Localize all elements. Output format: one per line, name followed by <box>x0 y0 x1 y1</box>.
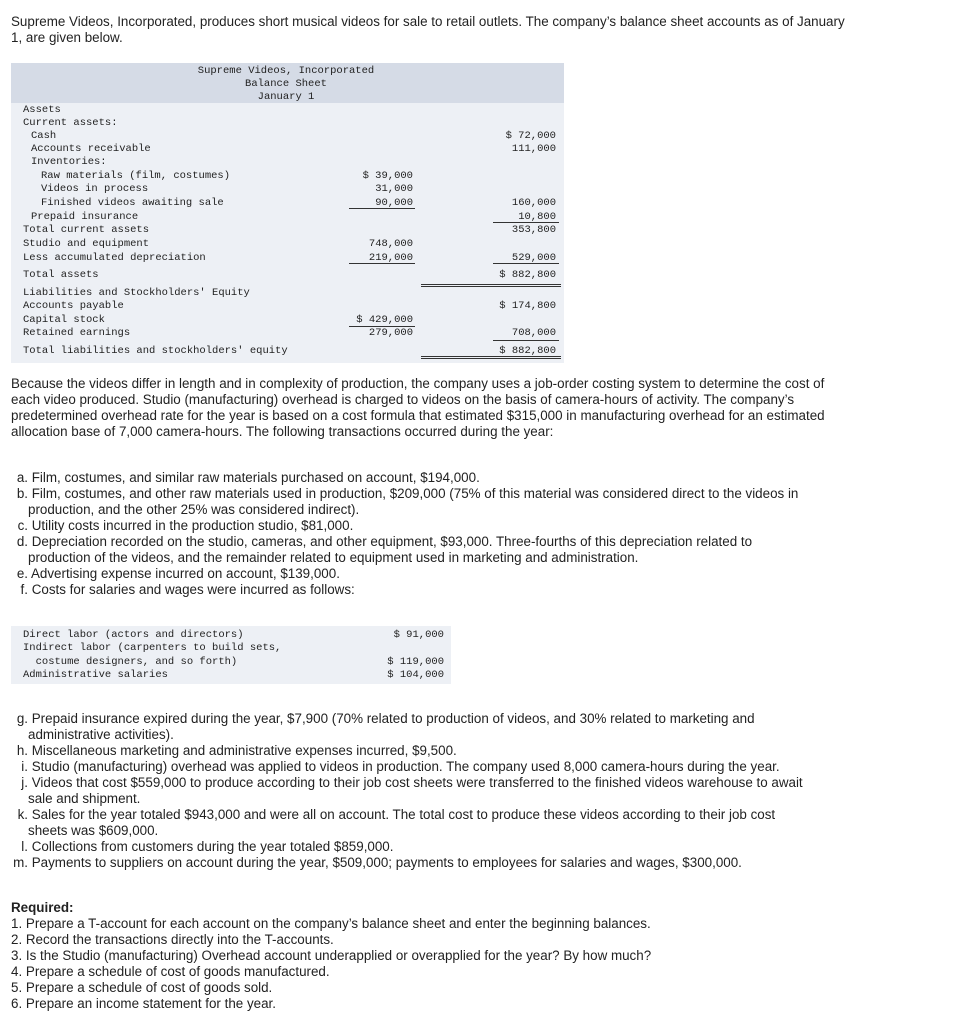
transaction-item <box>11 775 846 807</box>
balance-sheet-row <box>11 211 564 224</box>
transaction-item <box>11 566 846 582</box>
row-label: Accounts receivable <box>31 143 151 155</box>
transaction-text: Studio (manufacturing) overhead was applied to videos in production. The company used 8,000 camera-hours during the year. <box>31 759 780 774</box>
balance-sheet-row <box>11 183 564 196</box>
row-amount: $ 882,800 <box>499 345 556 357</box>
row-label: Videos in process <box>41 183 149 195</box>
transaction-text: production of the videos, and the remainder related to equipment used in marketing and administration. <box>28 550 639 565</box>
row-label: Studio and equipment <box>23 238 150 250</box>
row-amount: 708,000 <box>511 327 556 339</box>
underline <box>349 263 415 264</box>
row-amount: 90,000 <box>375 197 413 209</box>
transaction-letter: e. <box>16 566 28 581</box>
intro-paragraph: Supreme Videos, Incorporated, produces short musical videos for sale to retail outlets. The company’s balance sheet accounts as of January 1, are given below. <box>11 14 845 45</box>
row-amount: $ 174,800 <box>499 300 556 312</box>
double-underline <box>421 284 561 287</box>
row-label: Capital stock <box>23 314 105 326</box>
balance-sheet-row <box>11 287 564 300</box>
required-title: Required: <box>11 900 74 915</box>
labor-label: Direct labor (actors and directors) <box>23 629 244 641</box>
row-label: Current assets: <box>23 117 118 129</box>
transaction-text: Depreciation recorded on the studio, cameras, and other equipment, $93,000. Three-fourths of this depreciation related to <box>31 534 753 549</box>
row-amount: $ 429,000 <box>356 314 413 326</box>
transaction-text: Prepaid insurance expired during the year, $7,900 (70% related to production of videos, and 30% related to marketing and <box>31 711 755 726</box>
row-label: Total current assets <box>23 224 150 236</box>
transaction-letter: i. <box>21 759 28 774</box>
required-item: 2. Record the transactions directly into the T-accounts. <box>11 932 334 947</box>
transaction-item <box>11 486 846 518</box>
row-amount: 748,000 <box>368 238 413 250</box>
transaction-text: sheets was $609,000. <box>28 823 159 838</box>
transaction-item <box>11 759 846 775</box>
row-label: Inventories: <box>31 156 107 168</box>
row-label: Less accumulated depreciation <box>23 252 206 264</box>
description-paragraph: Because the videos differ in length and in complexity of production, the company uses a job-order costing system to determine the cost of each video produced. Studio (manufacturing) overhead is charged to videos on the basis of camera-hours of activity. The company’s predetermined overhead rate for the year is based on a cost formula that estimated $315,000 in manufacturing overhead for an estimated allocation base of 7,000 camera-hours. The following transactions occurred during the year: <box>11 376 825 439</box>
row-amount: 31,000 <box>375 183 413 195</box>
transaction-text: production, and the other 25% was considered indirect). <box>28 502 360 517</box>
transaction-item <box>11 518 846 534</box>
underline <box>493 222 559 223</box>
labor-amount: $ 104,000 <box>387 669 444 681</box>
transactions-list <box>11 470 846 598</box>
required-item: 6. Prepare an income statement for the year. <box>11 996 276 1011</box>
balance-sheet-row <box>11 117 564 130</box>
row-label: Liabilities and Stockholders' Equity <box>23 287 250 299</box>
required-item: 3. Is the Studio (manufacturing) Overhead account underapplied or overapplied for the year? By how much? <box>11 948 652 963</box>
transaction-item <box>11 839 846 855</box>
row-label: Raw materials (film, costumes) <box>41 170 231 182</box>
balance-sheet-row <box>11 197 564 210</box>
balance-sheet-row <box>11 327 564 340</box>
row-amount: 10,800 <box>518 211 556 223</box>
balance-sheet-row <box>11 130 564 143</box>
transaction-letter: d. <box>16 534 28 549</box>
row-amount: 111,000 <box>511 143 556 155</box>
row-label: Retained earnings <box>23 327 131 339</box>
balance-sheet-row <box>11 143 564 156</box>
row-label: Total liabilities and stockholders' equity <box>23 345 288 357</box>
transaction-text: Utility costs incurred in the production studio, $81,000. <box>31 518 354 533</box>
labor-row <box>11 669 451 682</box>
balance-sheet-row <box>11 252 564 265</box>
underline <box>493 340 559 341</box>
balance-sheet-row <box>11 224 564 237</box>
transaction-letter: l. <box>21 839 28 854</box>
row-label: Prepaid insurance <box>31 211 139 223</box>
transaction-text: Advertising expense incurred on account, $139,000. <box>30 566 340 581</box>
required-item: 1. Prepare a T-account for each account on the company’s balance sheet and enter the beginning balances. <box>11 916 651 931</box>
transaction-letter: m. <box>13 855 28 870</box>
row-amount: 219,000 <box>368 252 413 264</box>
transaction-text: Collections from customers during the year totaled $859,000. <box>31 839 394 854</box>
row-label: Finished videos awaiting sale <box>41 197 224 209</box>
underline <box>349 326 415 327</box>
row-amount: $ 39,000 <box>362 170 413 182</box>
transaction-letter: f. <box>20 582 28 597</box>
labor-label: costume designers, and so forth) <box>23 656 238 668</box>
transaction-item <box>11 807 846 839</box>
transaction-text: administrative activities). <box>28 727 174 742</box>
transaction-letter: a. <box>16 470 28 485</box>
transaction-letter: h. <box>16 743 28 758</box>
underline <box>493 263 559 264</box>
transaction-item <box>11 743 846 759</box>
statement-date: January 1 <box>257 91 315 103</box>
balance-sheet-header <box>11 63 564 103</box>
transaction-letter: c. <box>17 518 28 533</box>
transaction-text: Film, costumes, and other raw materials used in production, $209,000 (75% of this material was considered direct to the videos in <box>31 486 799 501</box>
required-item: 5. Prepare a schedule of cost of goods sold. <box>11 980 273 995</box>
statement-title: Balance Sheet <box>245 78 327 90</box>
labor-label: Administrative salaries <box>23 669 168 681</box>
labor-amount: $ 91,000 <box>393 629 444 641</box>
double-underline <box>421 356 561 359</box>
row-amount: $ 882,800 <box>499 269 556 281</box>
balance-sheet-table <box>11 63 564 363</box>
balance-sheet-row <box>11 238 564 251</box>
transaction-item <box>11 470 846 486</box>
transaction-item <box>11 534 846 566</box>
row-amount: $ 72,000 <box>505 130 556 142</box>
row-amount: 279,000 <box>368 327 413 339</box>
row-label: Assets <box>23 104 61 116</box>
underline <box>349 208 415 209</box>
transaction-item <box>11 855 846 871</box>
row-amount: 353,800 <box>511 224 556 236</box>
balance-sheet-row <box>11 314 564 327</box>
transaction-text: sale and shipment. <box>28 791 141 806</box>
transaction-letter: g. <box>16 711 28 726</box>
required-item: 4. Prepare a schedule of cost of goods manufactured. <box>11 964 330 979</box>
labor-row <box>11 656 451 669</box>
transaction-letter: b. <box>16 486 28 501</box>
transaction-text: Videos that cost $559,000 to produce according to their job cost sheets were transferred to the finished videos warehouse to await <box>31 775 803 790</box>
transaction-letter: k. <box>17 807 28 822</box>
transaction-text: Sales for the year totaled $943,000 and were all on account. The total cost to produce these videos according to their job cost <box>31 807 776 822</box>
row-label: Cash <box>31 130 57 142</box>
balance-sheet-row <box>11 104 564 117</box>
company-name: Supreme Videos, Incorporated <box>197 65 375 77</box>
balance-sheet-row <box>11 170 564 183</box>
row-label: Total assets <box>23 269 99 281</box>
transactions-list <box>11 711 846 871</box>
transaction-text: Costs for salaries and wages were incurred as follows: <box>31 582 355 597</box>
row-label: Accounts payable <box>23 300 124 312</box>
row-amount: 529,000 <box>511 252 556 264</box>
labor-table <box>11 626 451 686</box>
transaction-text: Film, costumes, and similar raw materials purchased on account, $194,000. <box>31 470 480 485</box>
transaction-text: Miscellaneous marketing and administrative expenses incurred, $9,500. <box>31 743 457 758</box>
required-section <box>11 900 846 1012</box>
balance-sheet-row <box>11 156 564 169</box>
balance-sheet-row <box>11 300 564 313</box>
labor-row <box>11 642 451 655</box>
labor-label: Indirect labor (carpenters to build sets, <box>23 642 282 654</box>
row-amount: 160,000 <box>511 197 556 209</box>
labor-amount: $ 119,000 <box>387 656 444 668</box>
transaction-item <box>11 582 846 598</box>
balance-sheet-row <box>11 269 564 282</box>
transaction-item <box>11 711 846 743</box>
transaction-letter: j. <box>21 775 28 790</box>
transaction-text: Payments to suppliers on account during the year, $509,000; payments to employees for salaries and wages, $300,000. <box>31 855 742 870</box>
labor-row <box>11 629 451 642</box>
